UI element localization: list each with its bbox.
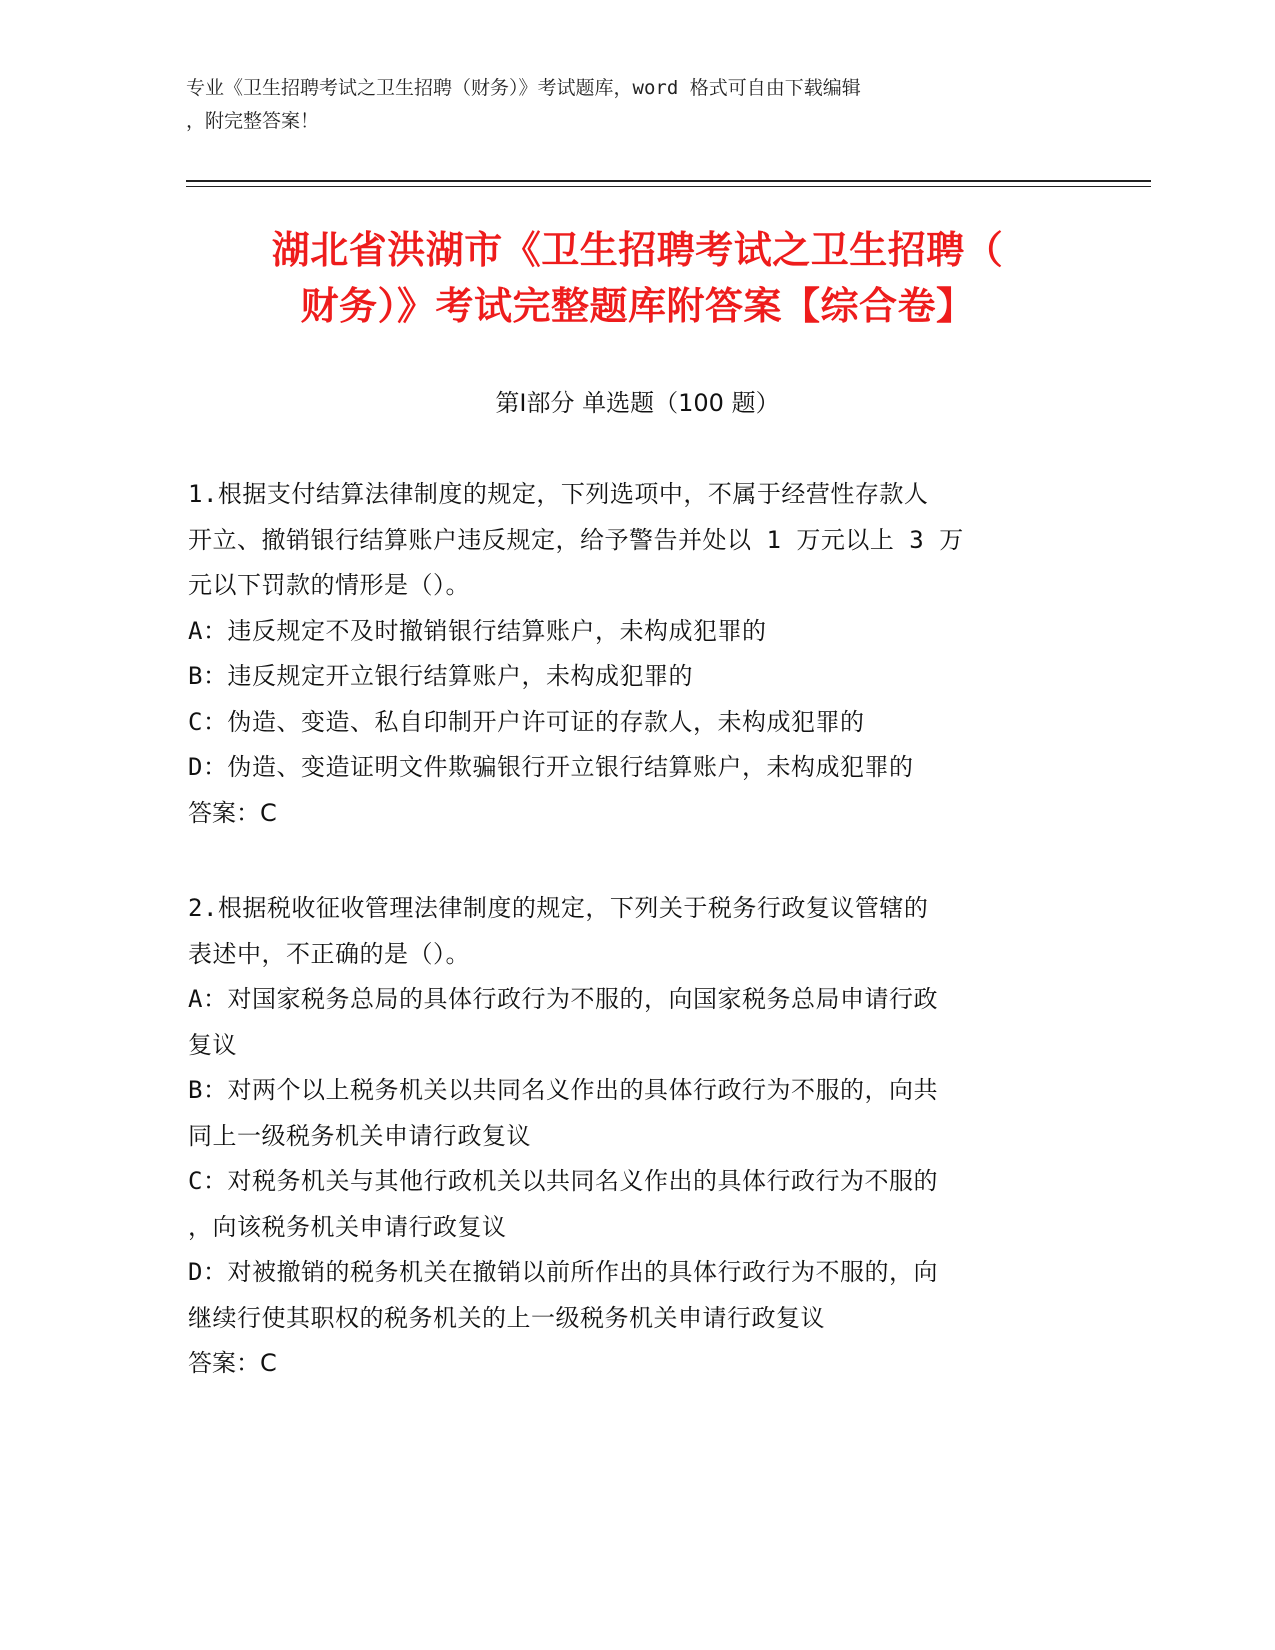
option-b: B：对两个以上税务机关以共同名义作出的具体行政行为不服的，向共 [188, 1076, 938, 1104]
option-d: D：伪造、变造证明文件欺骗银行开立银行结算账户，未构成犯罪的 [188, 753, 914, 781]
question-1 [188, 472, 1088, 836]
title-line: 财务）》考试完整题库附答案【综合卷】 [300, 284, 975, 328]
question-stem-line: 元以下罚款的情形是（）。 [188, 571, 470, 599]
option-b-continued: 同上一级税务机关申请行政复议 [188, 1121, 531, 1150]
document-title [150, 222, 1125, 334]
option-a: A：违反规定不及时撤销银行结算账户，未构成犯罪的 [188, 616, 767, 645]
header-divider-thin [186, 186, 1151, 187]
question-stem-line: 1.根据支付结算法律制度的规定，下列选项中，不属于经营性存款人 [188, 480, 929, 508]
option-c: C：对税务机关与其他行政机关以共同名义作出的具体行政行为不服的 [188, 1167, 938, 1195]
question-2 [188, 886, 1088, 1387]
question-stem-line: 2.根据税收征收管理法律制度的规定，下列关于税务行政复议管辖的 [188, 894, 929, 922]
option-c: C：伪造、变造、私自印制开户许可证的存款人，未构成犯罪的 [188, 707, 865, 736]
answer-line: 答案：C [188, 1349, 277, 1377]
option-a: A：对国家税务总局的具体行政行为不服的，向国家税务总局申请行政 [188, 985, 938, 1013]
answer-line: 答案：C [188, 798, 277, 827]
option-d: D：对被撤销的税务机关在撤销以前所作出的具体行政行为不服的，向 [188, 1258, 938, 1286]
header-note-line: ，附完整答案！ [186, 110, 320, 132]
option-b: B：违反规定开立银行结算账户，未构成犯罪的 [188, 662, 693, 690]
header-note [186, 72, 1086, 138]
title-line: 湖北省洪湖市《卫生招聘考试之卫生招聘（ [271, 228, 1004, 272]
option-d-continued: 继续行使其职权的税务机关的上一级税务机关申请行政复议 [188, 1303, 825, 1332]
header-divider-thick [186, 180, 1151, 182]
section-heading: 第Ⅰ部分 单选题（100 题） [495, 389, 780, 417]
option-a-continued: 复议 [188, 1030, 237, 1059]
header-note-line: 专业《卫生招聘考试之卫生招聘（财务）》考试题库，word 格式可自由下载编辑 [186, 77, 861, 99]
question-stem-line: 表述中，不正确的是（）。 [188, 939, 470, 968]
question-stem-line: 开立、撤销银行结算账户违反规定，给予警告并处以 1 万元以上 3 万 [188, 525, 964, 554]
option-c-continued: ，向该税务机关申请行政复议 [188, 1212, 507, 1241]
